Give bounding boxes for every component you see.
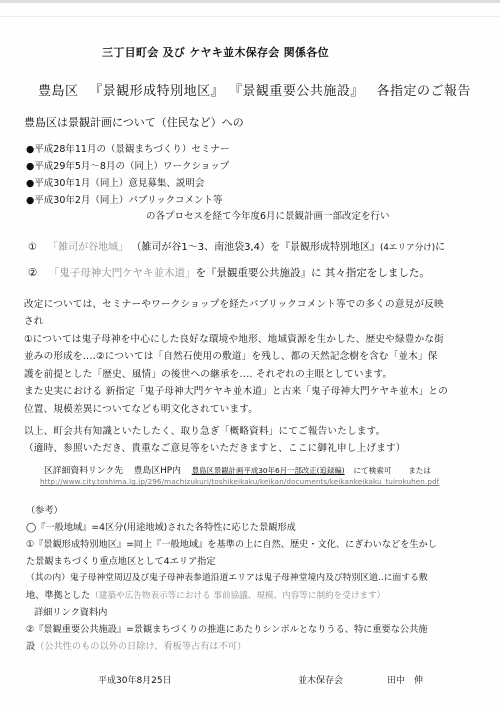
designation-2 [28, 265, 430, 280]
reference-line: （其の内）鬼子母神堂周辺及び鬼子母神表参道沿道エリアは鬼子母神堂境内及び特別区道‥に面する敷 [26, 573, 428, 583]
document-date: 平成30年8月25日 [98, 676, 172, 686]
link-reference [44, 463, 431, 476]
body-line: また史実における 新指定「鬼子母神大門ケヤキ並木道」と古来「鬼子母神大門ケヤキ並木」との [24, 386, 448, 397]
designation-1 [28, 238, 445, 253]
item-number: ② [28, 267, 38, 279]
pdf-url-link[interactable]: http://www.city.toshima.lg.jp/296/machizukuri/toshikeikaku/keikan/documents/keikankeikaku_tuirokuhen.pdf [40, 477, 440, 486]
designation-text: を『景観重要公共施設』に 其々指定をしました。 [195, 267, 430, 279]
body-line: 改定については、セミナーやワークショップを経たパブリックコメント等での多くの意見が反映 [24, 299, 444, 310]
item-number: ① [28, 242, 37, 253]
search-hint: にて検索可 [353, 466, 392, 475]
organization-name: 並木保存会 [298, 676, 344, 686]
page-title [38, 80, 471, 99]
reference-line: た景観まちづくり重点地区として4エリア指定 [26, 556, 216, 567]
header-recipients: 三丁目町会 及び ケヤキ並木保存会 関係各位 [102, 46, 329, 59]
reference-text: 設 [26, 641, 36, 652]
bullet-item: ●平成30年1月（同上）意見募集、説明会 [26, 178, 205, 189]
reference-line [26, 587, 385, 601]
body-line: 護を前提とした「歴史、風情」の後世への継承を‥‥ それぞれの主眼としています。 [24, 369, 393, 380]
or-text: または [408, 466, 431, 475]
bullet-item: ●平成30年2月（同上）パブリックコメント等 [26, 195, 223, 206]
body-line: され [24, 316, 44, 327]
area-name: 「雑司が谷地域」 [48, 242, 129, 253]
title-suffix: 各指定のご報告 [376, 84, 471, 99]
restriction-note: （建築や広告物表示等における 事前協議、規模、内容等に制約を受けます） [90, 591, 386, 601]
closing-line: （適時、参照いただき、貴重なご意見等をいただきますと、ここに御礼申し上げます） [24, 443, 406, 454]
reference-heading: （参考） [26, 505, 63, 516]
reference-line: ②『景観重要公共施設』=景観まちづくりの推進にあたりシンボルとなりうる、特に重要な公共施 [26, 624, 428, 635]
scan-edge [0, 0, 500, 3]
process-text: の各プロセスを経て今年度6月に景観計画一部改定を行い [146, 211, 390, 222]
intro-text: 豊島区は景観計画について（住民など）への [24, 116, 244, 129]
designation-text: （雑司が谷1～3、南池袋3,4）を『景観形成特別地区』 [131, 242, 380, 253]
reference-text: 地、準拠とした [26, 590, 91, 601]
title-district: 『景観形成特別地区』 [89, 84, 225, 99]
reference-line [26, 638, 246, 652]
fold-line [0, 16, 500, 17]
detail-link-note: 詳細リンク資料内 [34, 607, 108, 618]
bullet-item: ●平成28年11月の（景観まちづくり）セミナー [26, 144, 230, 155]
street-name: 「鬼子母神大門ケヤキ並木道」 [48, 267, 196, 279]
title-facility: 『景観重要公共施設』 [228, 84, 364, 99]
body-line: ①については鬼子母神を中心にした良好な環境や地形、地域資源を生かした、歴史や緑豊かな街 [24, 334, 444, 345]
bullet-item: ●平成29年5月～8月の（同上）ワークショップ [26, 161, 230, 172]
area-count: (4エリア分け) [379, 243, 436, 253]
document-link[interactable]: 豊島区景観計画平成30年6月一部改正(追録編) [191, 466, 345, 475]
body-line: 位置、規模差異についてなども明文化されています。 [24, 404, 259, 415]
link-site: 豊島区HP内 [133, 466, 181, 476]
occupancy-note: （公共性のもの以外の日除け、看板等占有は不可） [35, 641, 247, 652]
designation-end: に [435, 242, 446, 253]
author-name: 田中 伸 [387, 676, 424, 686]
title-prefix: 豊島区 [38, 84, 79, 99]
reference-line: ①『景観形成特別地区』=同上『一般地域』を基準の上に自然、歴史・文化、にぎわいなどを生かし [26, 539, 437, 550]
body-line: 並みの形成を‥‥②については「自然石使用の敷道」を残し、都の天然記念樹を含む「並木」保 [24, 351, 438, 362]
link-label: 区詳細資料リンク先 [44, 466, 123, 476]
closing-line: 以上、町会共有知識といたしたく、取り急ぎ「概略資料」にてご報告いたします。 [24, 426, 386, 437]
reference-line: ◯『一般地域』=4区分(用途地域)された各特性に応じた景観形成 [26, 522, 296, 533]
